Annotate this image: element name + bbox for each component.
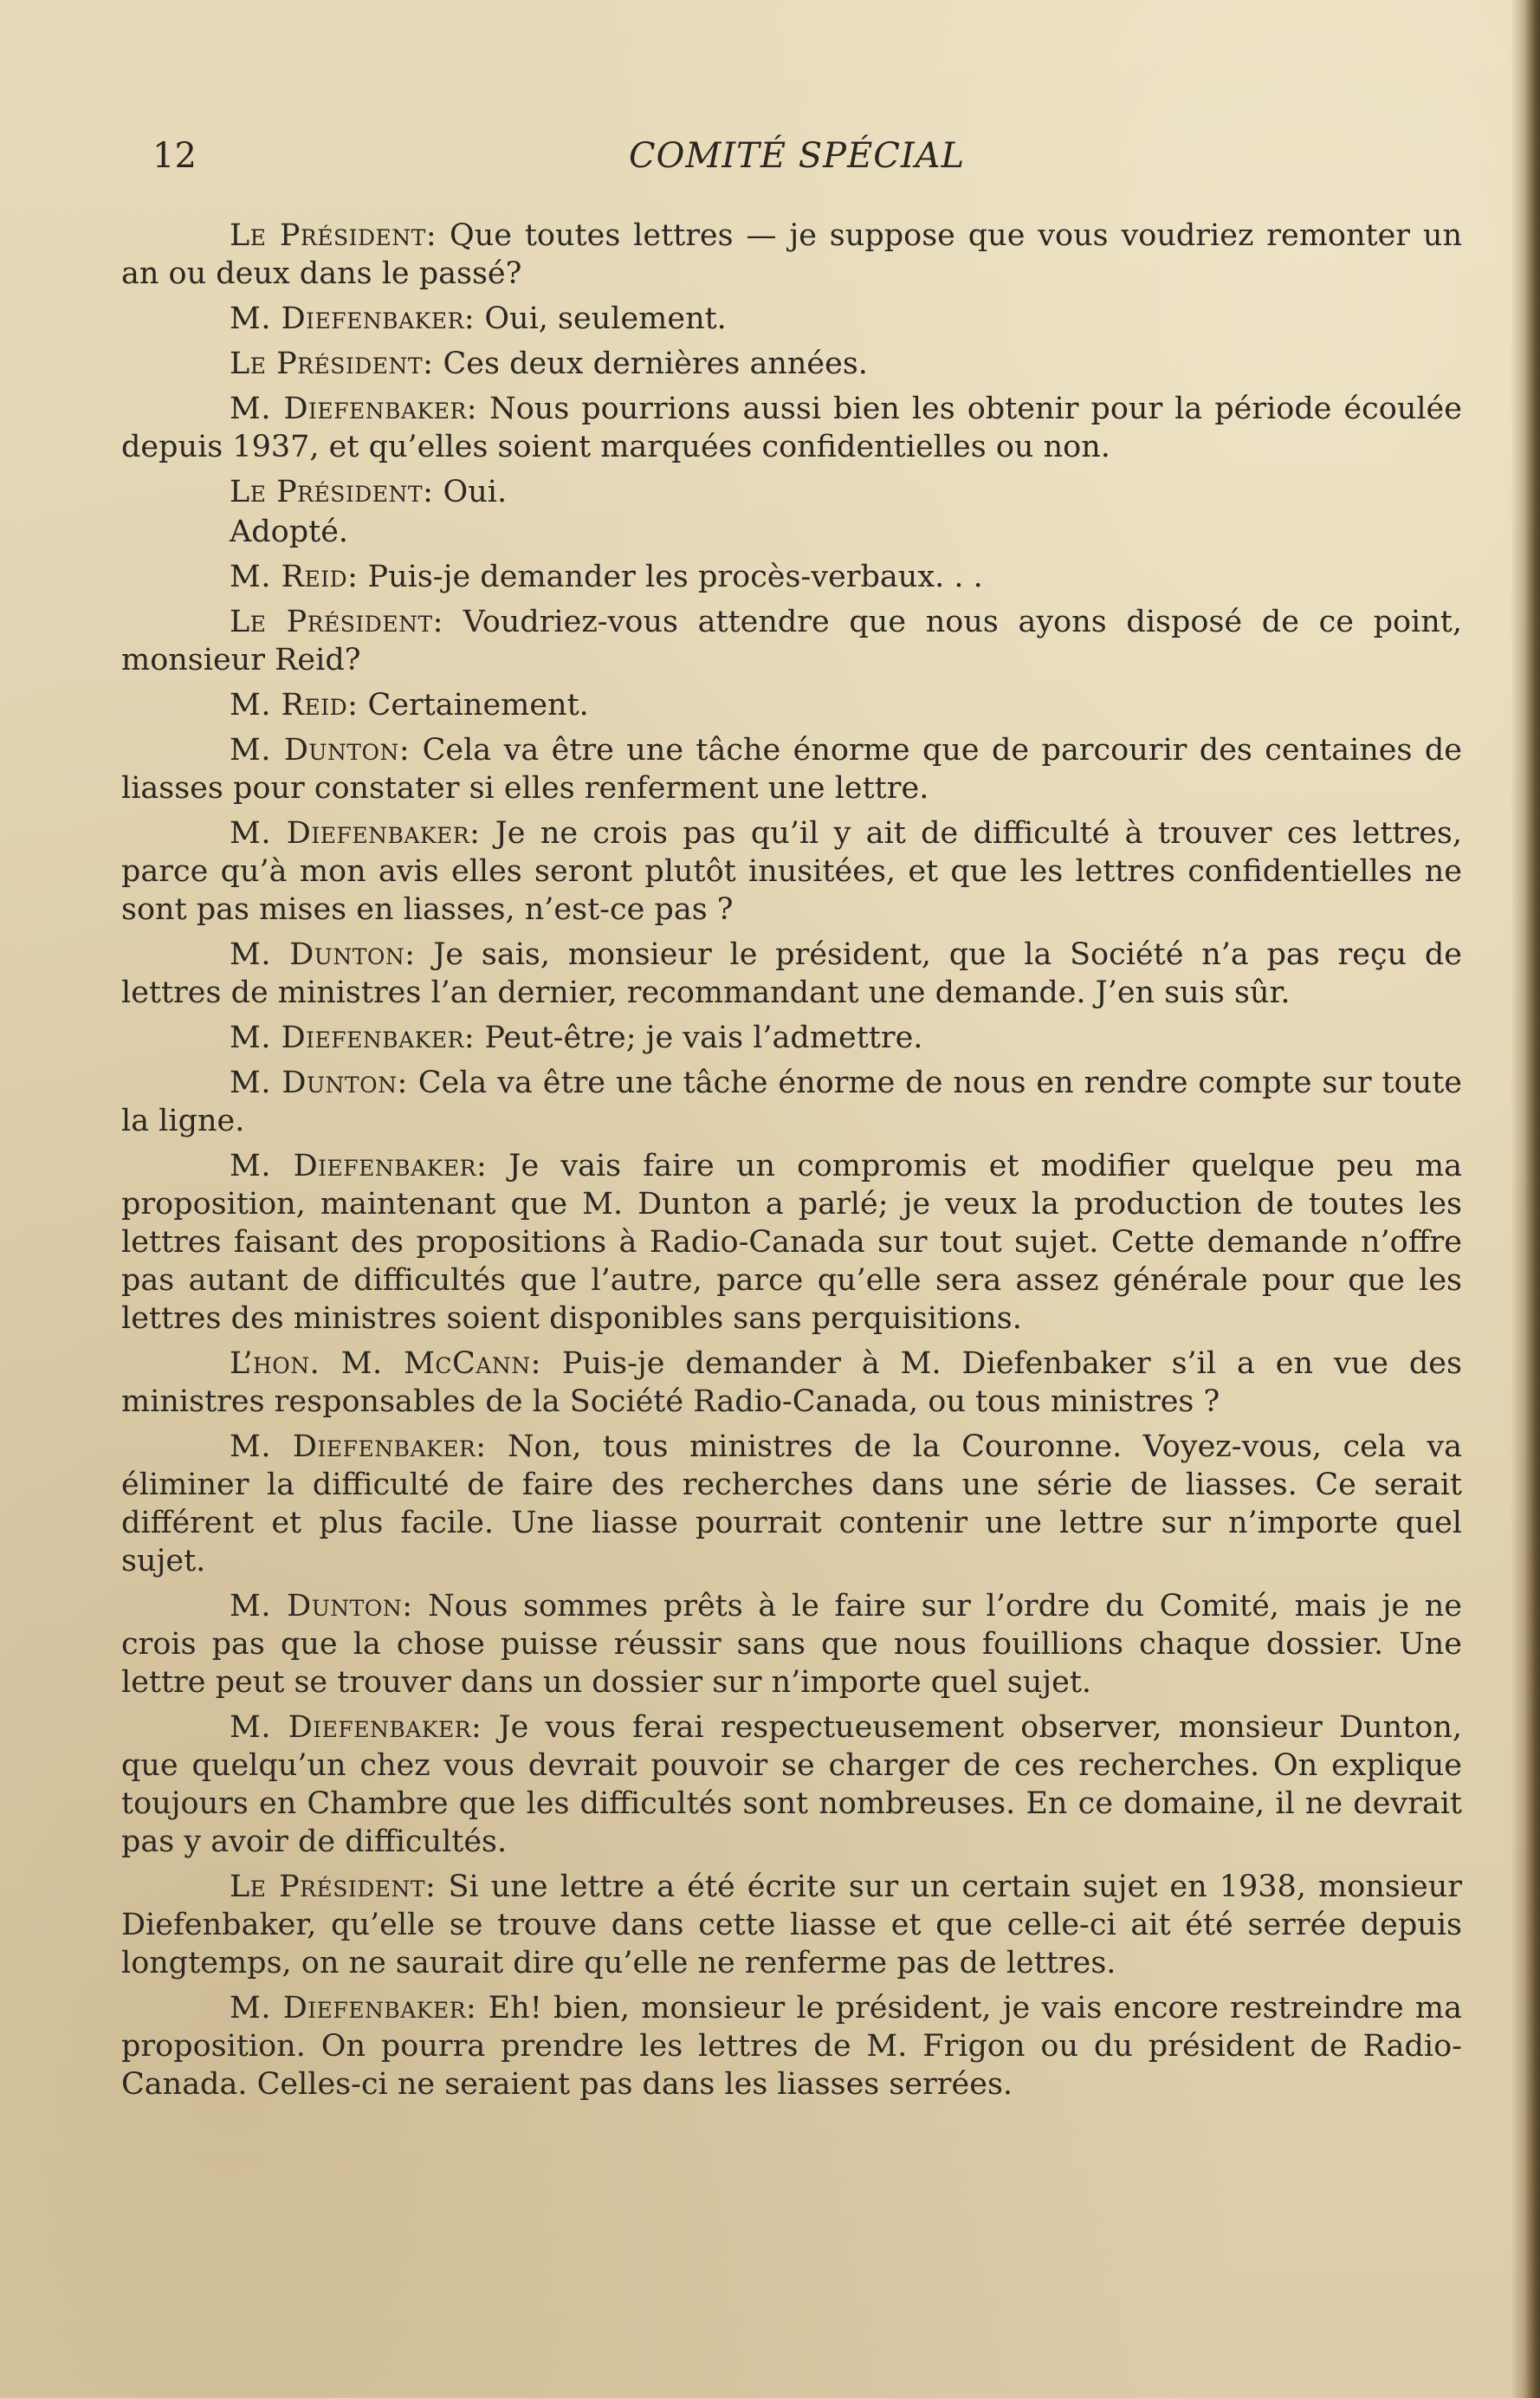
paragraph: [121, 731, 1462, 807]
paragraph-text: Puis-je demander les procès-verbaux. . .: [367, 560, 983, 594]
paragraph-text: Je sais, monsieur le président, que la Société n’a pas reçu de lettres de ministres l’an dernier, recommandant une demande. J’en suis sûr.: [121, 937, 1462, 1010]
speaker-name: M. Dunton:: [230, 733, 411, 768]
speaker-name: M. Reid:: [230, 560, 359, 594]
paragraph-text: Non, tous ministres de la Couronne. Voyez-vous, cela va éliminer la difficulté de faire des recherches dans une série de liasses. Ce serait différent et plus facile. Une liasse pourrait contenir une lettre sur n’importe quel sujet.: [121, 1429, 1462, 1578]
paragraph-text: Certainement.: [367, 688, 589, 723]
paragraph-text: Nous sommes prêts à le faire sur l’ordre du Comité, mais je ne crois pas que la chose puisse réussir sans que nous fouillions chaque dossier. Une lettre peut se trouver dans un dossier sur n’importe quel sujet.: [121, 1589, 1462, 1700]
page-binding-edge: [1511, 0, 1540, 2398]
speaker-name: M. Diefenbaker:: [230, 816, 481, 851]
paragraph: [121, 1868, 1462, 1982]
paragraph-text: Nous pourrions aussi bien les obtenir pour la période écoulée depuis 1937, et qu’elles soient marquées confidentielles ou non.: [121, 392, 1462, 464]
speaker-name: Le Président:: [230, 475, 434, 509]
speaker-name: M. Diefenbaker:: [230, 1021, 476, 1055]
paragraph-text: Voudriez-vous attendre que nous ayons disposé de ce point, monsieur Reid?: [121, 605, 1462, 677]
paragraph-text: Oui, seulement.: [484, 301, 727, 336]
paragraph: [121, 686, 1462, 724]
paragraph-text: Je ne crois pas qu’il y ait de difficulté à trouver ces lettres, parce qu’à mon avis elles seront plutôt inusitées, et que les lettres confidentielles ne sont pas mises en liasses, n’est-ce pas ?: [121, 816, 1462, 927]
speaker-name: M. Diefenbaker:: [230, 301, 476, 336]
transcript-body: [121, 217, 1462, 2110]
paragraph-text: Adopté.: [230, 515, 349, 549]
speaker-name: M. Dunton:: [230, 1066, 408, 1100]
paragraph: [121, 1064, 1462, 1140]
speaker-name: L’hon. M. McCann:: [230, 1346, 541, 1381]
paragraph-text: Ces deux dernières années.: [443, 347, 868, 381]
paragraph-text: Que toutes lettres — je suppose que vous voudriez remonter un an ou deux dans le passé?: [121, 218, 1462, 291]
paragraph: [121, 1147, 1462, 1338]
paragraph: [121, 1345, 1462, 1421]
paragraph-text: Cela va être une tâche énorme de nous en rendre compte sur toute la ligne.: [121, 1066, 1462, 1138]
running-title: COMITÉ SPÉCIAL: [629, 136, 966, 176]
paragraph: [121, 1989, 1462, 2103]
paragraph-text: Puis-je demander à M. Diefenbaker s’il a en vue des ministres responsables de la Société Radio-Canada, ou tous ministres ?: [121, 1346, 1462, 1419]
speaker-name: Le Président:: [230, 218, 437, 253]
paragraph: [121, 1428, 1462, 1580]
paragraph-text: Oui.: [443, 475, 508, 509]
paragraph: [121, 1019, 1462, 1057]
speaker-name: Le Président:: [230, 347, 434, 381]
paragraph: [121, 513, 1462, 551]
speaker-name: M. Diefenbaker:: [230, 1710, 482, 1745]
speaker-name: Le Président:: [230, 1870, 437, 1904]
paragraph: [121, 1587, 1462, 1701]
speaker-name: M. Dunton:: [230, 1589, 413, 1624]
paragraph: [121, 217, 1462, 293]
paragraph: [121, 300, 1462, 338]
speaker-name: M. Diefenbaker:: [230, 392, 478, 426]
speaker-name: Le Président:: [230, 605, 443, 639]
paragraph-text: Peut-être; je vais l’admettre.: [484, 1021, 923, 1055]
speaker-name: M. Diefenbaker:: [230, 1991, 477, 2025]
paragraph-text: Eh! bien, monsieur le président, je vais encore restreindre ma proposition. On pourra prendre les lettres de M. Frigon ou du président de Radio-Canada. Celles-ci ne seraient pas dans les liasses serrées.: [121, 1991, 1462, 2102]
paragraph: [121, 814, 1462, 929]
speaker-name: M. Diefenbaker:: [230, 1429, 487, 1464]
paragraph-text: Si une lettre a été écrite sur un certain sujet en 1938, monsieur Diefenbaker, qu’elle se trouve dans cette liasse et que celle-ci ait été serrée depuis longtemps, on ne saurait dire qu’elle ne renferme pas de lettres.: [121, 1870, 1462, 1980]
paragraph: [121, 936, 1462, 1012]
paragraph: [121, 345, 1462, 383]
speaker-name: M. Diefenbaker:: [230, 1149, 488, 1183]
page-number: 12: [152, 136, 197, 176]
speaker-name: M. Dunton:: [230, 937, 416, 972]
paragraph: [121, 603, 1462, 679]
paragraph: [121, 1708, 1462, 1861]
page-header: [152, 130, 1452, 182]
paragraph: [121, 558, 1462, 596]
paragraph: [121, 473, 1462, 511]
speaker-name: M. Reid:: [230, 688, 359, 723]
paragraph-text: Je vous ferai respectueusement observer, monsieur Dunton, que quelqu’un chez vous devrait pouvoir se charger de ces recherches. On explique toujours en Chambre que les difficultés sont nombreuses. En ce domaine, il ne devrait pas y avoir de difficultés.: [121, 1710, 1462, 1859]
paragraph: [121, 390, 1462, 466]
paragraph-text: Je vais faire un compromis et modifier quelque peu ma proposition, maintenant que M. Dunton a parlé; je veux la production de toutes les lettres faisant des propositions à Radio-Canada sur tout sujet. Cette demande n’offre pas autant de difficultés que l’autre, parce qu’elle sera assez générale pour que les lettres des ministres soient disponibles sans perquisitions.: [121, 1149, 1462, 1336]
paragraph-text: Cela va être une tâche énorme que de parcourir des centaines de liasses pour constater si elles renferment une lettre.: [121, 733, 1462, 806]
